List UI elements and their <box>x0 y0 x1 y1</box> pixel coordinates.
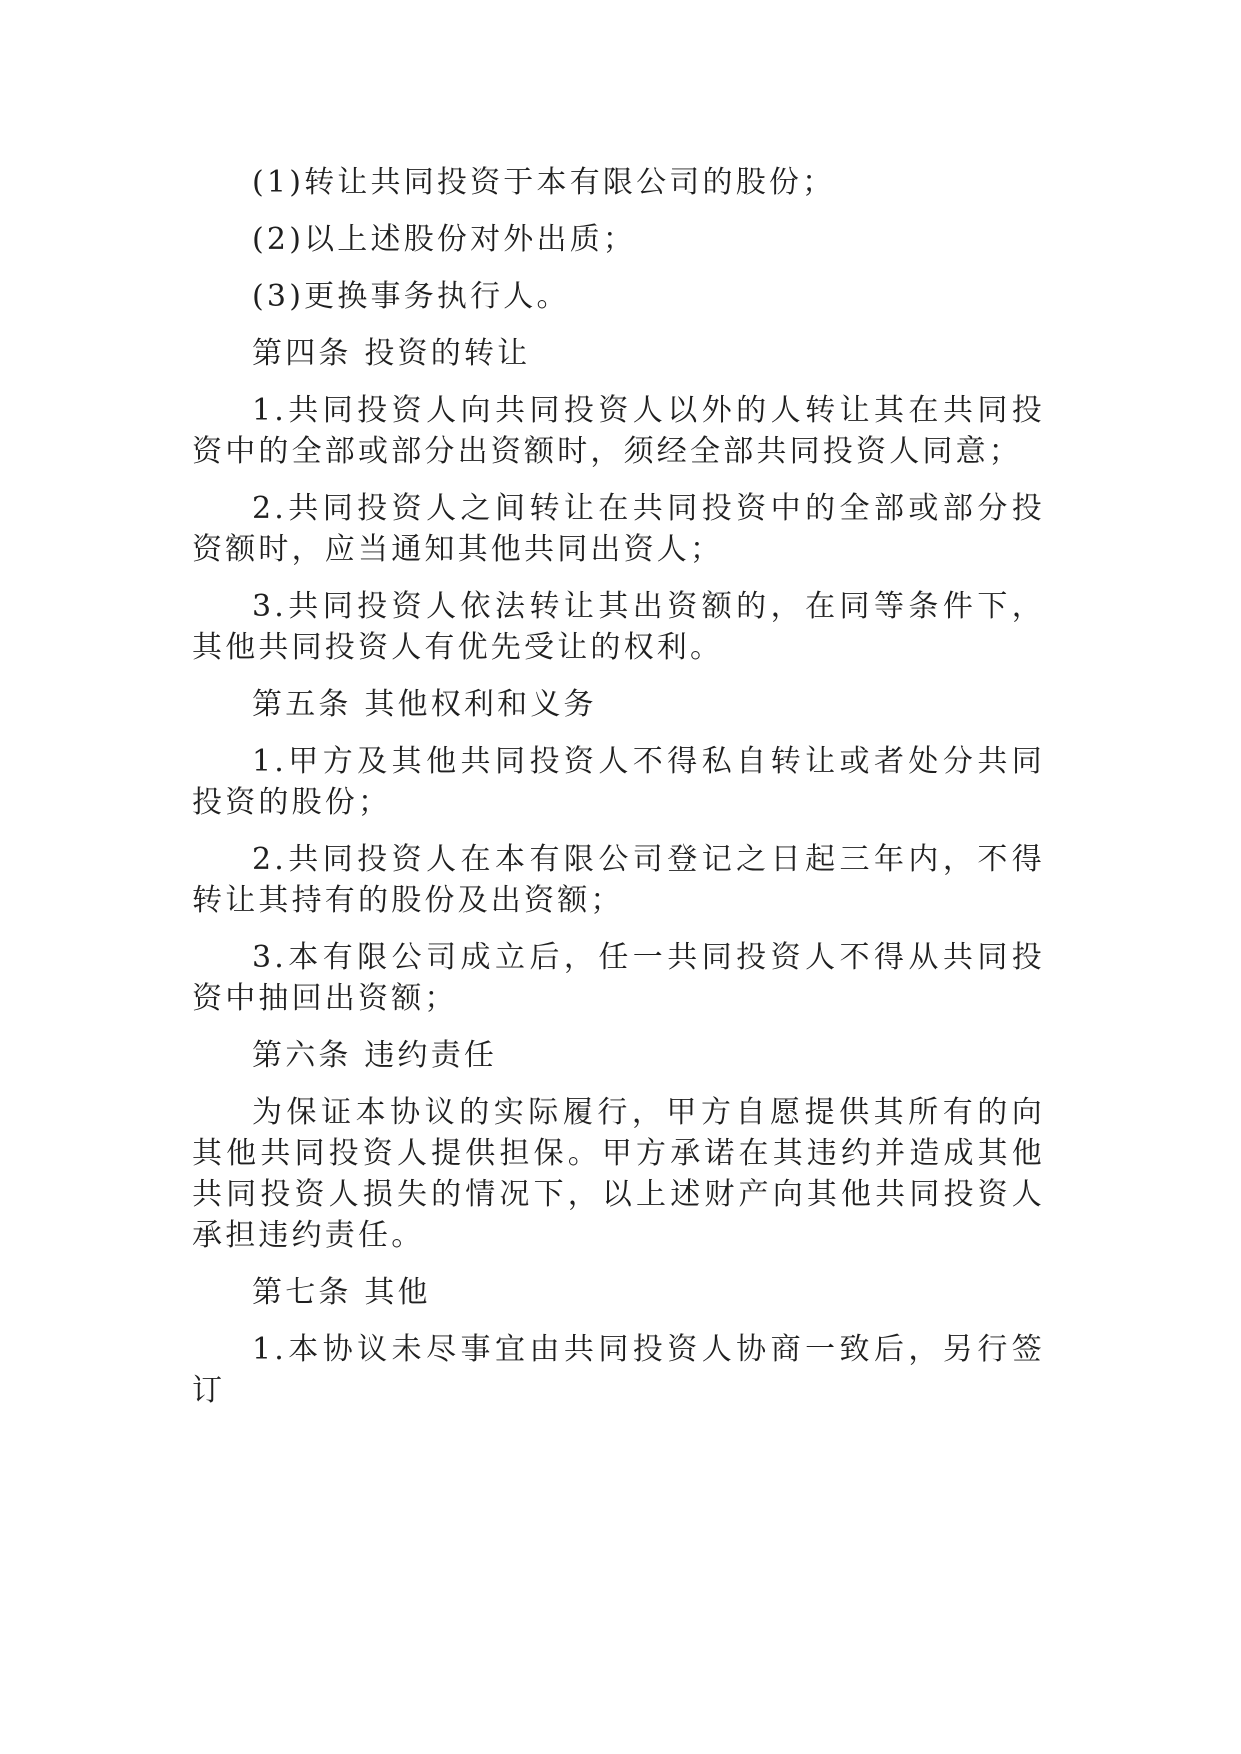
article-4-clause-3: 3.共同投资人依法转让其出资额的，在同等条件下，其他共同投资人有优先受让的权利。 <box>192 589 1045 665</box>
article-5-clause-2: 2.共同投资人在本有限公司登记之日起三年内，不得转让其持有的股份及出资额； <box>192 842 1045 918</box>
article-6-body: 为保证本协议的实际履行，甲方自愿提供其所有的向其他共同投资人提供担保。甲方承诺在其违约并造成其他共同投资人损失的情况下，以上述财产向其他共同投资人承担违约责任。 <box>192 1095 1045 1253</box>
article-4-clause-1: 1.共同投资人向共同投资人以外的人转让其在共同投资中的全部或部分出资额时，须经全部共同投资人同意； <box>192 393 1045 469</box>
document-body <box>192 162 1045 1427</box>
article-5-clause-1: 1.甲方及其他共同投资人不得私自转让或者处分共同投资的股份； <box>192 744 1045 820</box>
article-5-clause-3: 3.本有限公司成立后，任一共同投资人不得从共同投资中抽回出资额； <box>192 940 1045 1016</box>
article-4-clause-2: 2.共同投资人之间转让在共同投资中的全部或部分投资额时，应当通知其他共同出资人； <box>192 491 1045 567</box>
clause-item-3: (3)更换事务执行人。 <box>252 279 570 314</box>
article-6-heading: 第六条 违约责任 <box>252 1038 498 1073</box>
article-5-heading: 第五条 其他权利和义务 <box>252 687 597 722</box>
clause-item-1: (1)转让共同投资于本有限公司的股份； <box>252 165 836 200</box>
article-4-heading: 第四条 投资的转让 <box>252 336 531 371</box>
article-7-clause-1: 1.本协议未尽事宜由共同投资人协商一致后，另行签订 <box>192 1332 1045 1408</box>
article-7-heading: 第七条 其他 <box>252 1275 431 1310</box>
clause-item-2: (2)以上述股份对外出质； <box>252 222 637 257</box>
